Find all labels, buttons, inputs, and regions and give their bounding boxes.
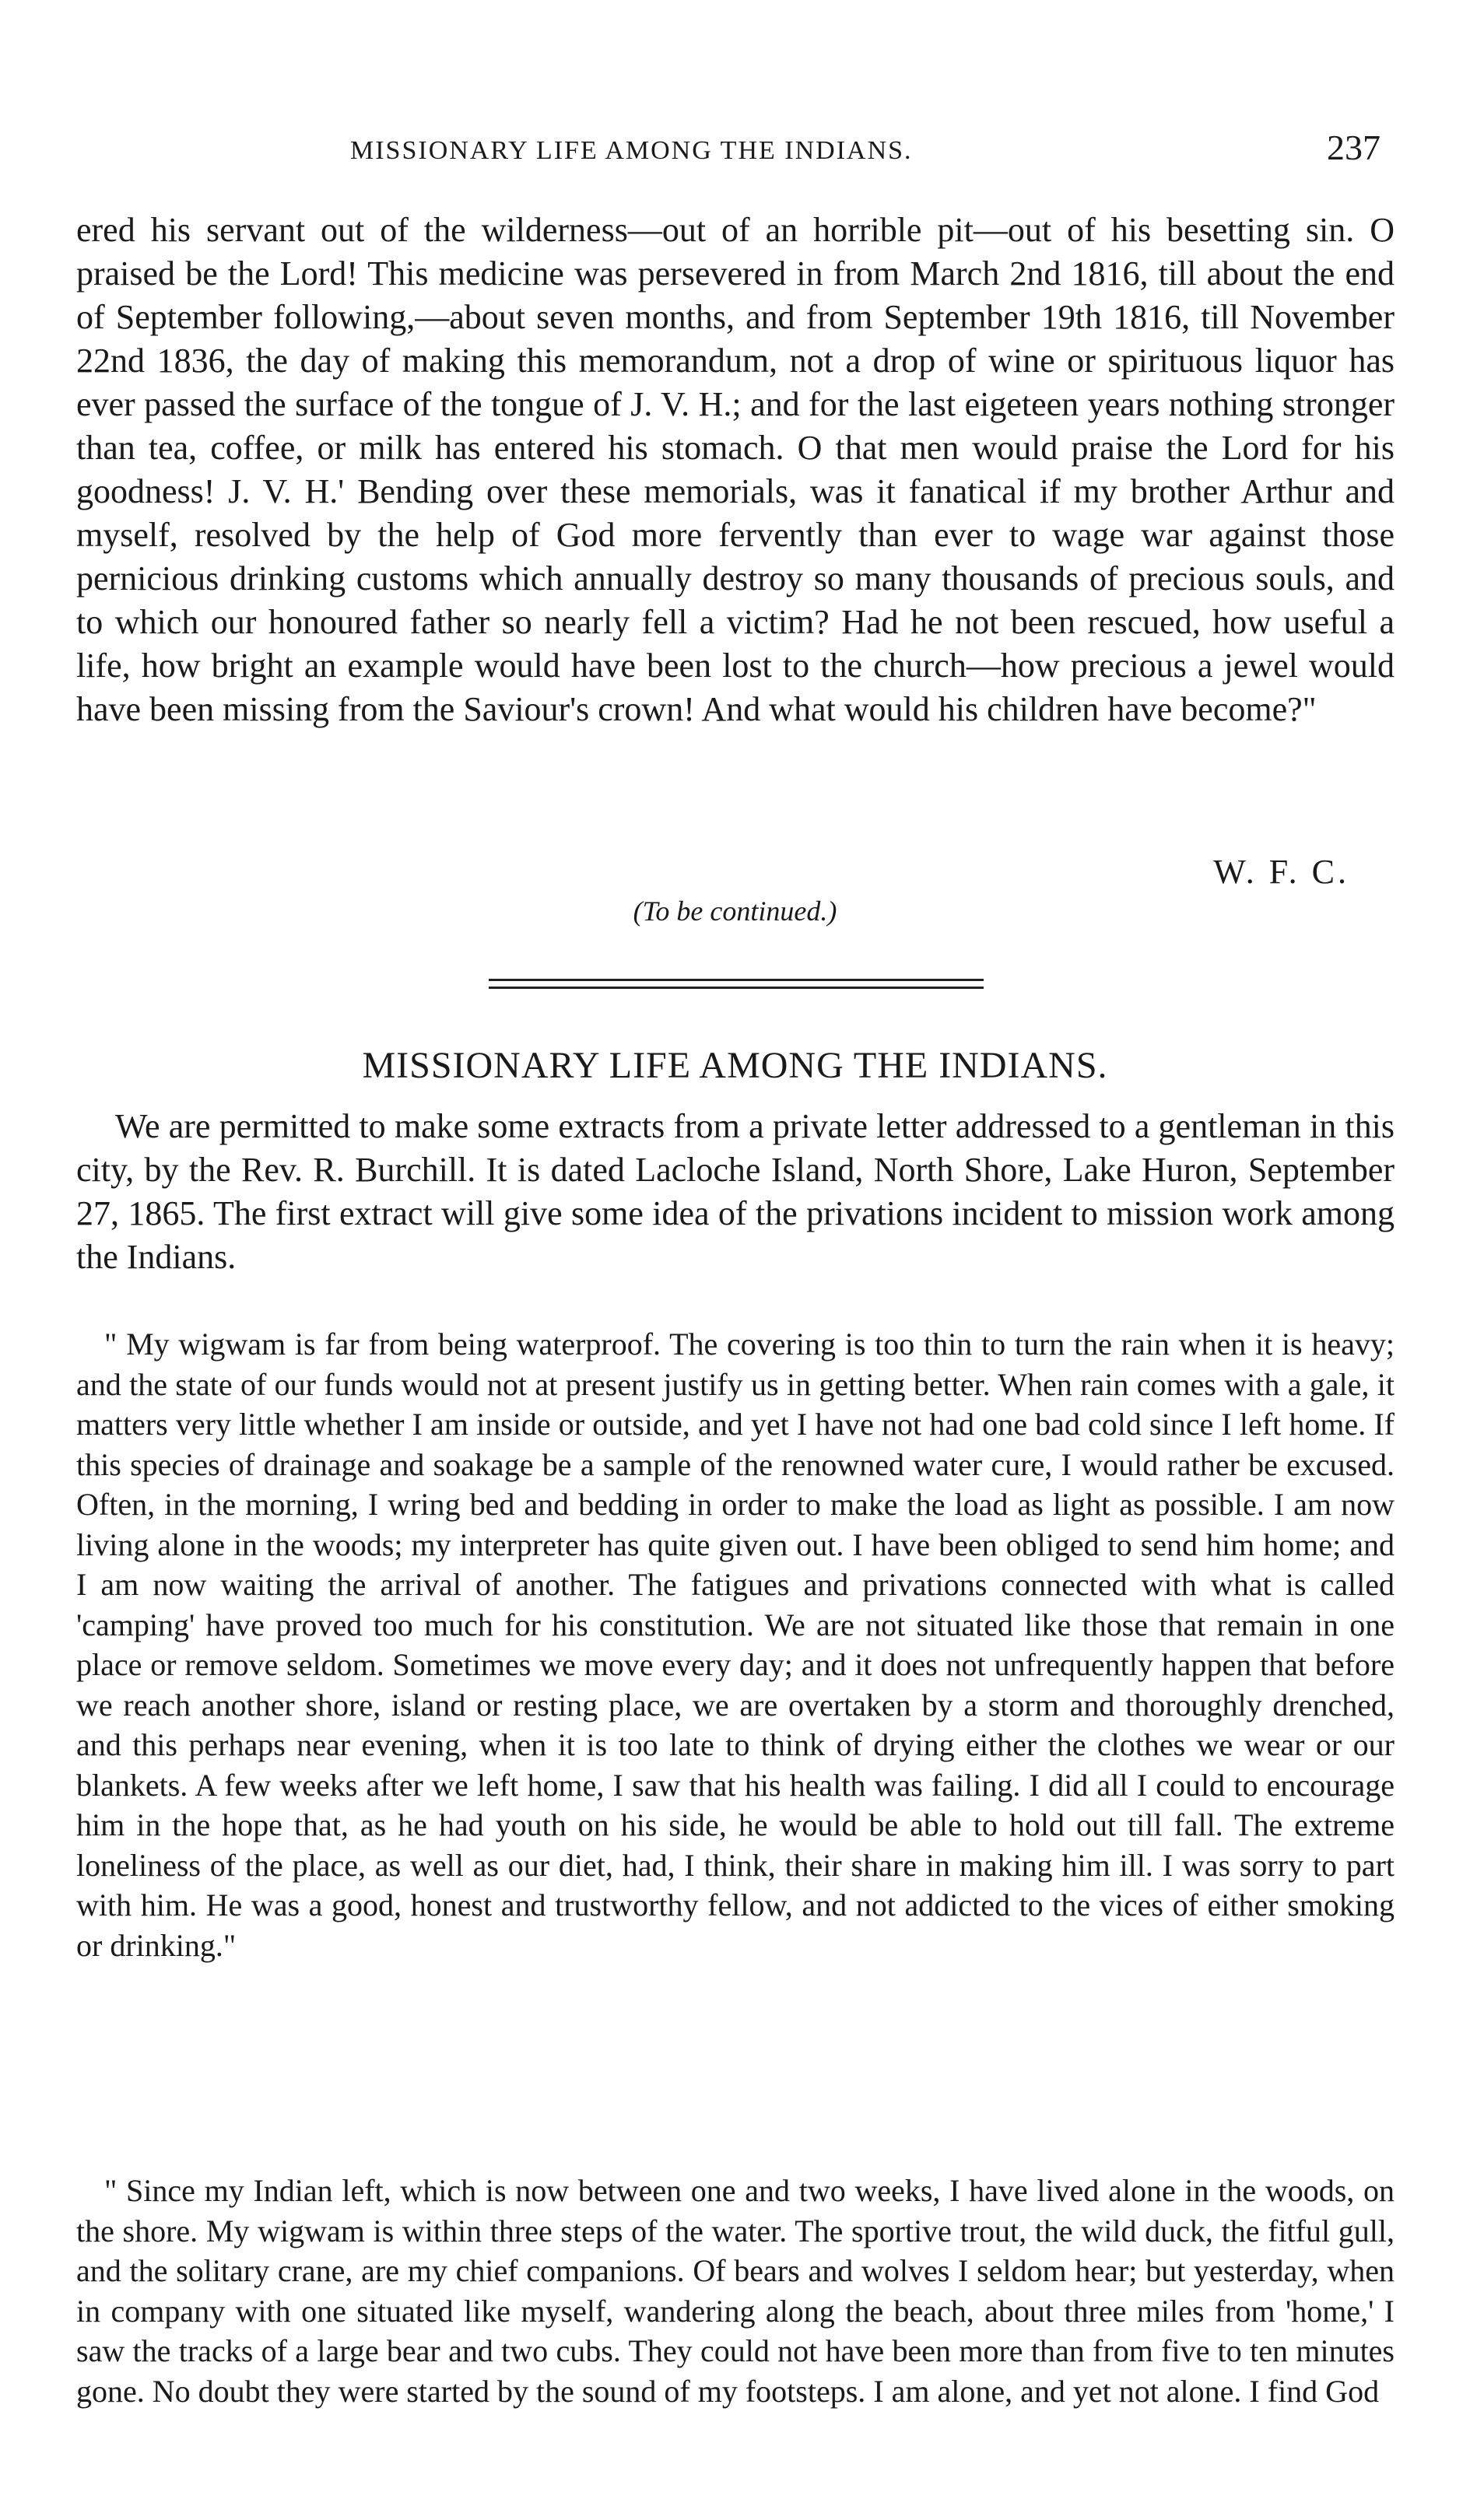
- continuation-paragraph: [76, 209, 1395, 731]
- article-intro-text: We are permitted to make some extracts from a private letter addressed to a gentleman in this city, by the Rev. R. Burchill. It is dated Lacloche Island, North Shore, Lake Huron, September 27, 1865. The first extract will give some idea of the privations incident to mission work among the Indians.: [76, 1107, 1395, 1276]
- section-divider-top: [489, 979, 984, 981]
- page-number: 237: [1327, 128, 1381, 167]
- author-signature: W. F. C.: [1213, 853, 1349, 891]
- to-be-continued-note: (To be continued.): [633, 895, 837, 927]
- article-title: MISSIONARY LIFE AMONG THE INDIANS.: [362, 1045, 1108, 1086]
- letter-extract-2-text: " Since my Indian left, which is now between one and two weeks, I have lived alone in the woods, on the shore. My wigwam is within three steps of the water. The sportive trout, the wild duck, the fitful gull, and the solitary crane, are my chief companions. Of bears and wolves I seldom hear; but yesterday, when in company with one situated like myself, wandering along the beach, about three miles from 'home,' I saw the tracks of a large bear and two cubs. They could not have been more than from five to ten minutes gone. No doubt they were started by the sound of my footsteps. I am alone, and yet not alone. I find God: [76, 2173, 1395, 2409]
- letter-extract-2: [76, 2171, 1395, 2411]
- section-divider-bottom: [489, 987, 984, 989]
- article-intro: [76, 1105, 1395, 1279]
- continuation-text: ered his servant out of the wilderness—out of an horrible pit—out of his besetting sin. O praised be the Lord! This medicine was persevered in from March 2nd 1816, till about the end of September following,—about seven months, and from September 19th 1816, till November 22nd 1836, the day of making this memorandum, not a drop of wine or spirituous liquor has ever passed the surface of the tongue of J. V. H.; and for the last eigeteen years nothing stronger than tea, coffee, or milk has entered his stomach. O that men would praise the Lord for his goodness! J. V. H.' Bending over these memorials, was it fanatical if my brother Arthur and myself, resolved by the help of God more fervently than ever to wage war against those pernicious drinking customs which annually destroy so many thousands of precious souls, and to which our honoured father so nearly fell a victim? Had he not been rescued, how useful a life, how bright an example would have been lost to the church—how precious a jewel would have been missing from the Saviour's crown! And what would his children have become?": [76, 211, 1395, 728]
- letter-extract-1: [76, 1324, 1395, 1965]
- running-title: MISSIONARY LIFE AMONG THE INDIANS.: [350, 136, 913, 165]
- letter-extract-1-text: " My wigwam is far from being waterproof. The covering is too thin to turn the rain when it is heavy; and the state of our funds would not at present justify us in getting better. When rain comes with a gale, it matters very little whether I am inside or outside, and yet I have not had one bad cold since I left home. If this species of drainage and soakage be a sample of the renowned water cure, I would rather be excused. Often, in the morning, I wring bed and bedding in order to make the load as light as possible. I am now living alone in the woods; my interpreter has quite given out. I have been obliged to send him home; and I am now waiting the arrival of another. The fatigues and privations connected with what is called 'camping' have proved too much for his constitution. We are not situated like those that remain in one place or remove seldom. Sometimes we move every day; and it does not unfrequently happen that before we reach another shore, island or resting place, we are overtaken by a storm and thoroughly drenched, and this perhaps near evening, when it is too late to think of drying either the clothes we wear or our blankets. A few weeks after we left home, I saw that his health was failing. I did all I could to encourage him in the hope that, as he had youth on his side, he would be able to hold out till fall. The extreme loneliness of the place, as well as our diet, had, I think, their share in making him ill. I was sorry to part with him. He was a good, honest and trustworthy fellow, and not addicted to the vices of either smoking or drinking.": [76, 1327, 1395, 1963]
